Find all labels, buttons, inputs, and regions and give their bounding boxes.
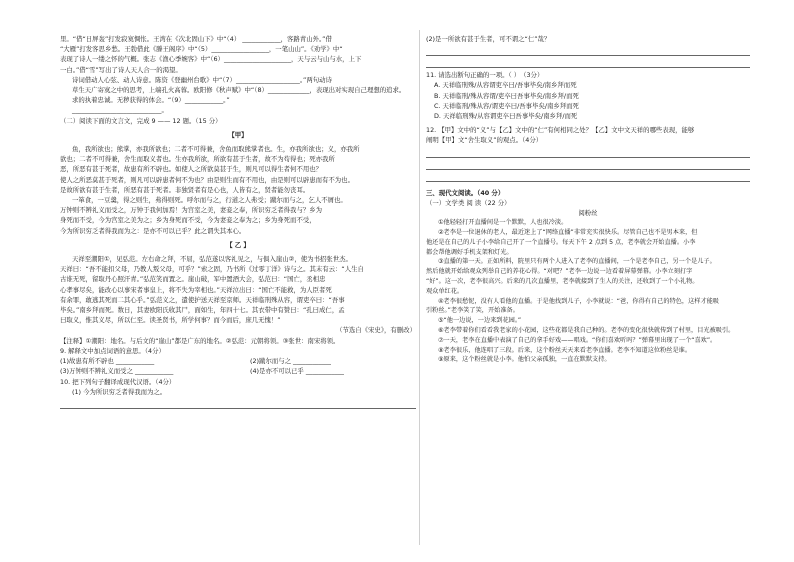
passage-line: 鱼，我所欲也；熊掌，亦我所欲也；二者不可得兼，舍鱼而取熊掌者也。生，亦我所欲也；义，亦我所 — [72, 145, 360, 154]
fill-line: ____________________________。 — [72, 106, 168, 115]
fill-line: 表现了诗人一缕之怀的气概。张志《渔心季婉客》中“（6）_____________________，天与云与山与水，上下 — [60, 55, 362, 64]
passage-line: 天祥曰：“吾不能扣父母，乃教人叛父母，可乎？”索之固，乃书所《过零丁洋》诗与之。其末有云：“人生自 — [60, 265, 364, 274]
story-title: 阅粉丝 — [578, 209, 598, 218]
right-column — [426, 34, 750, 365]
answer-line[interactable] — [426, 46, 750, 56]
fill-line: 草生天广寄寞之中的思考，上端孔火高蓉。欧阳修《秋声赋》中“（8）_____________，表现出对实现自己理想的追求。 — [72, 86, 406, 95]
q11-option[interactable]: D. 天祥临刑殊/从容谓吏卒曰吾事毕矣/南乡拜/而死 — [434, 112, 578, 121]
reading-header: （二）阅读下面的文言文，完成 9 —— 12 题。（15 分） — [60, 116, 222, 125]
passage-line: 是故所欲有甚于生者，所恶有甚于死者。非独贤者有是心也，人皆有之，贤者能勿丧耳。 — [60, 185, 310, 194]
answer-line[interactable] — [426, 172, 750, 182]
q9-item: (4)是亦不可以已乎 ____________ — [250, 367, 345, 376]
passage-source: （节选自《宋史》，有删改） — [336, 326, 416, 335]
passage-line: 一箪食，一豆羹，得之则生，弗得则死。呼尔而与之，行道之人弗受；蹴尔而与之，乞人不屑也。 — [72, 196, 347, 205]
story-line: 引粉丝。”老李笑了笑，开始准备。 — [426, 307, 519, 315]
question-12-cont: 阐明【甲】文“舍生取义”的观点。（4分） — [426, 136, 543, 145]
answer-line[interactable] — [426, 160, 750, 170]
fill-line: “大雁”打发客思乡愁。王勃借此《滕王阁序》中“（5）__________________，一笔山山”。《劝学》中“ — [60, 45, 343, 54]
passage-yi-title: 【 乙 】 — [226, 240, 250, 249]
q11-option[interactable]: B. 天祥临刑/殊从容谓/吏卒曰吾事毕矣/南乡拜/而死 — [434, 91, 579, 100]
question-11: 11. 请选出断句正确的一项。（ ） （3分） — [426, 71, 544, 80]
q10-item: (1) 今为所识穷乏者得我而为之。 — [72, 387, 167, 396]
story-line: ⑤“他一边说，一边来到花园。” — [438, 317, 522, 325]
q9-item: (1)故患有所不辟也 ____________ — [60, 357, 155, 366]
fill-line: 里。“借“日屏轰”打发寂寞惆怅。王湾在《次北固山下》中“（4） ____________，客路青山外。”借 — [60, 35, 332, 43]
answer-line[interactable] — [426, 58, 750, 68]
passage-line: 今为所识穷乏者得我而为之：是亦不可以已乎？此之谓失其本心。 — [60, 226, 246, 235]
question-10: 10. 把下列句子翻译成现代汉语。（4分） — [60, 377, 176, 386]
passage-line: 有余罪，敢逃其死而二其心乎。”弘范义之，遣使护送天祥至京师。天祥临刑殊从容，谓吏卒曰：“吾事 — [60, 295, 345, 304]
passage-line: 心孝事尽矣，能改心以事宋者事皇上，将不失为宰相也。”天祥泣出曰：“国亡不能救，为人臣者死 — [60, 285, 332, 294]
passage-line: 使人之所恶莫甚于死者，则凡可以辟患者何不为也？由是则生而有不用也，由是则可以辟患而有不为也。 — [60, 175, 354, 184]
passage-line: 万钟则不辨礼义而受之，万钟于我何加焉！为宫室之美，妻妾之奉，所识穷乏者得我与？乡为 — [60, 206, 323, 215]
answer-line[interactable] — [426, 148, 750, 158]
passage-line: 曰取义，惟其义尽，所以仁至。读圣贤书，所学何事？而今而后，庶几无愧！” — [60, 316, 281, 325]
story-line: “好”。这一次，老李很高兴。后来的几次直播里，老李就接到了生人的关注，还收到了一个小礼物。 — [426, 278, 699, 286]
passage-jia-title: 【甲】 — [228, 130, 248, 139]
story-line: ⑨原来，这个粉丝就是小李。他怕父亲孤独，一直在默默支持。 — [438, 356, 611, 364]
column-divider — [419, 30, 420, 545]
question-9: 9. 解释文中加点词语的意思。（4分） — [60, 346, 165, 355]
q11-option[interactable]: A. 天祥临刑殊/从容谓吏卒曰/吾事毕矣/南乡拜而死 — [434, 81, 577, 90]
passage-line: 身死而不受，今为宫室之美为之；乡为身死而不受，今为妻妾之奉为之；乡为身死而不受， — [60, 216, 316, 225]
story-line: ③直播的第一天。正如所料，院里只有两个人进入了老李的直播间，一个是老李自己，另一个是儿子。 — [438, 258, 716, 266]
q10-item: (2)是一所欲有甚于生者，可不谓之“仁”哉？ — [426, 35, 551, 43]
fill-line: 诗词借动人心弦、动人诗意。陈资《登幽州台歌》中“（7）____________________。”两句动诗 — [72, 75, 332, 84]
story-line: 都会帮他调好手机支架和灯光。 — [426, 248, 513, 256]
answer-line[interactable] — [60, 399, 416, 409]
passage-line: 天祥至潮阳①，见弘范。左右命之拜，不屈，弘范遂以客礼见之，与俱入崖山②，使为书招张世杰。 — [72, 255, 352, 264]
story-line: ④老李很愁怩，没有人看他的直播。于是他找到儿子，小李就说：“爸，你得有自己的特色，这样才能吸 — [438, 297, 719, 305]
story-line: ②老李是一位退休的老人，最近迷上了“网络直播”非常充实很快乐。尽管自己也不是男本来，但 — [438, 229, 698, 237]
section-3-sub: （一）文学类 阅 读（22 分） — [426, 198, 511, 207]
passage-line: 欲也；二者不可得兼，舍生而取义者也。生亦我所欲，所欲有甚于生者，故不为苟得也；死亦我所 — [60, 155, 335, 164]
story-line: ①他轻轻打开直播间是一个默默，人也很冷淡。 — [438, 219, 568, 227]
story-line: 然后他就开始给观众列举自己的养花心得。“对吧？”老李一边说一边看着屏幕弹幕。小李立刻打字 — [426, 268, 693, 276]
left-column — [60, 34, 416, 411]
q9-item: (2)蹴尔而与之 ____________ — [250, 357, 332, 366]
passage-line: 恶，所恶有甚于死者，故患有所不辟也。如使人之所欲莫甚于生，则凡可以得生者何不用也？ — [60, 165, 323, 174]
section-3-heading: 三、现代文阅读。（40 分） — [426, 188, 505, 197]
story-body — [426, 218, 750, 365]
fill-line: 一白。”借“雪”写出了诗人天人合一的渴望。 — [60, 65, 182, 74]
passage-line: 毕矣。”南乡拜而死。数日，其妻欧阳氏收其尸，面如生，年四十七。其衣带中有赞曰：“孔曰成仁，孟 — [60, 306, 345, 315]
fill-line: 求的执着忠诚。无秽获得的体会。“（9）____________。” — [72, 96, 230, 105]
annotation-notes: 【注释】①潮阳：地名。与后文的“崖山”都是广东的地名。②弘范：元朝将领。③张世：南宋将领。 — [60, 336, 340, 345]
q9-item: (3)万钟则不辨礼义而受之 ____________ — [60, 367, 174, 376]
story-line: ⑧老李很乐，他连唱了三段。后来，这个粉丝天天来看老李直播。老李不知道这位粉丝是谁。 — [438, 346, 692, 354]
story-line: ⑥老李带着你们看看我老家的小花园，这些花都是我自己种的。老李的变化很快就传到了村里，目光被吸引。 — [438, 327, 735, 334]
q11-option[interactable]: C. 天祥临刑/殊从容/谓吏卒曰/吾事毕矣/南乡拜而死 — [434, 101, 579, 110]
question-12: 12. 【甲】文中的“义”与【乙】文中的“仁”有何相同之处？【乙】文中文天祥的哪些表现，能够 — [426, 126, 695, 135]
passage-line: 古谁无死，留取丹心照汗青。”弘范笑而置之。崖山破，军中置酒大会，弘范曰：“国亡，丞相忠 — [60, 275, 326, 284]
story-line: 观众单红花。 — [426, 287, 464, 295]
story-line: ⑦一天，老李在直播中表演了自己的拿手好戏——唱戏。“你们喜欢听吗？”弹幕里出现了一个“喜欢”。 — [438, 336, 717, 344]
story-line: 他还是在自己的儿子小李给自己开了一个直播号。每天下午 2 点到 5 点，老李就会开始直播。小李 — [426, 238, 696, 246]
